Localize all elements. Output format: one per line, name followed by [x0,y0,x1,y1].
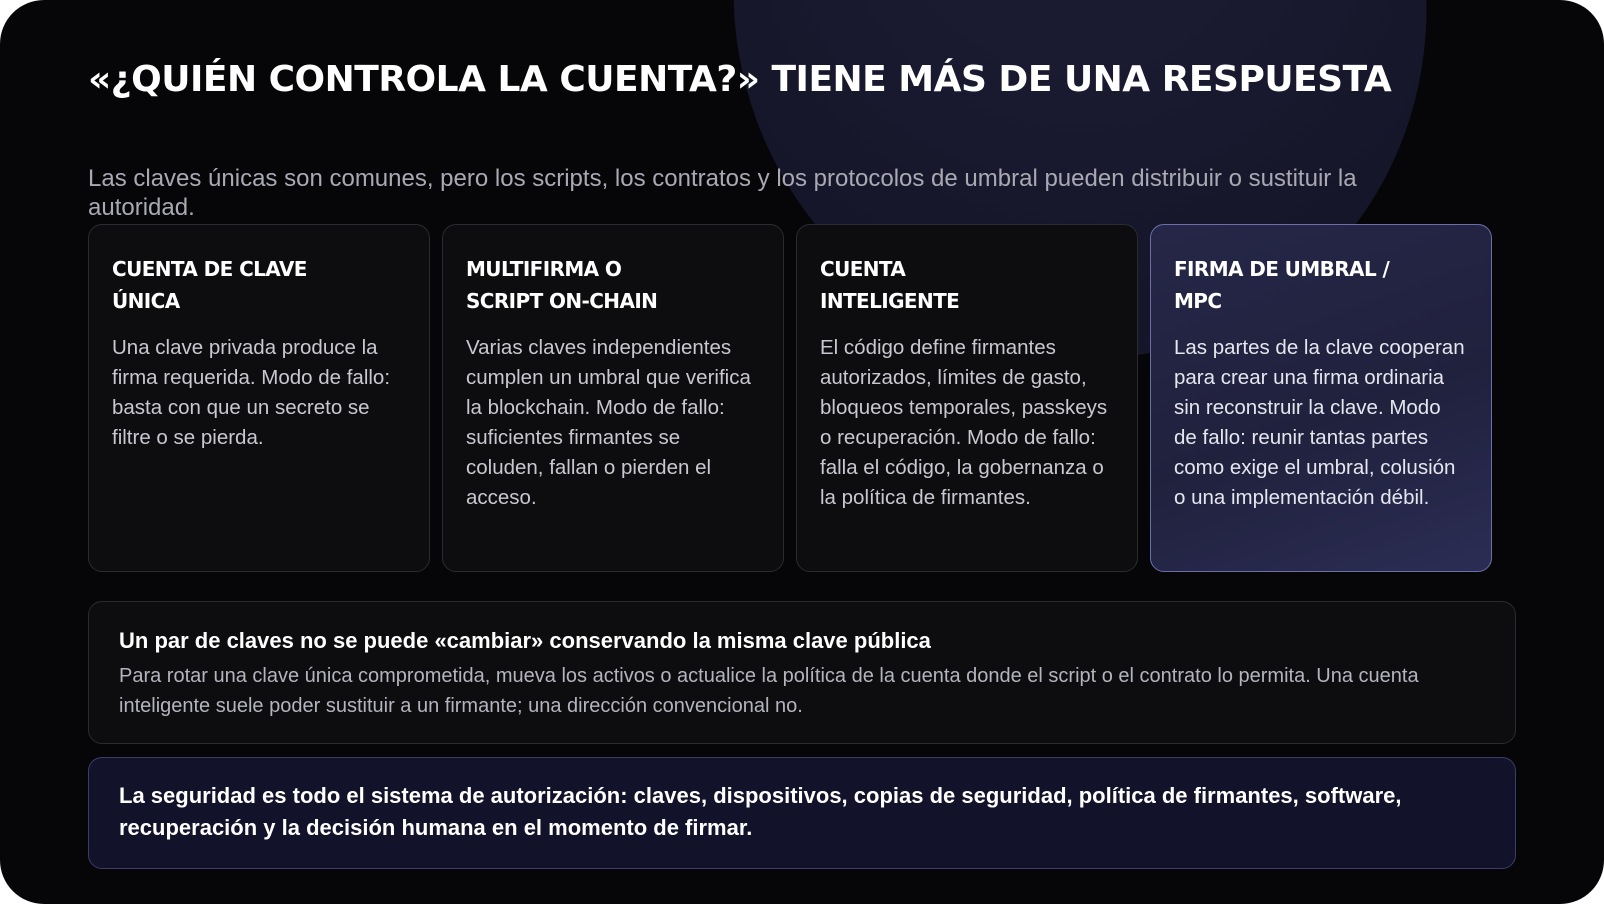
key-rotation-note [88,601,1516,744]
security-callout [88,757,1516,869]
account-types-cards [88,224,1516,572]
note-title: Un par de claves no se puede «cambiar» conservando la misma clave pública [119,628,931,653]
card-multisig [442,224,784,572]
card-title: CUENTA DE CLAVE ÚNICA [112,257,307,313]
slide-subtitle: Las claves únicas son comunes, pero los scripts, los contratos y los protocolos de umbral pueden distribuir o sustituir la autoridad. [88,165,1357,221]
card-body: El código define firmantes autorizados, límites de gasto, bloqueos temporales, passkeys o recuperación. Modo de fallo: falla el código, la gobernanza o la política de firmantes. [820,336,1108,509]
card-title: MULTIFIRMA O SCRIPT ON-CHAIN [466,257,658,313]
card-title: FIRMA DE UMBRAL / MPC [1174,257,1390,313]
card-title: CUENTA INTELIGENTE [820,257,960,313]
card-threshold-mpc [1150,224,1492,572]
card-body: Una clave privada produce la firma requerida. Modo de fallo: basta con que un secreto se filtre o se pierda. [112,336,391,449]
note-body: Para rotar una clave única comprometida, mueva los activos o actualice la política de la cuenta donde el script o el contrato lo permita. Una cuenta inteligente suele poder sustituir a un firmante; una dirección convencional no. [119,665,1419,717]
card-smart-account [796,224,1138,572]
card-body: Las partes de la clave cooperan para crear una firma ordinaria sin reconstruir la clave. Modo de fallo: reunir tantas partes como exige el umbral, colusión o una implementación débil. [1174,336,1465,509]
callout-text: La seguridad es todo el sistema de autorización: claves, dispositivos, copias de seguridad, política de firmantes, software, recuperación y la decisión humana en el momento de firmar. [119,783,1402,840]
card-single-key [88,224,430,572]
slide-title: «¿QUIÉN CONTROLA LA CUENTA?» TIENE MÁS DE UNA RESPUESTA [88,59,1392,100]
card-body: Varias claves independientes cumplen un umbral que verifica la blockchain. Modo de fallo: suficientes firmantes se coluden, fallan o pierden el acceso. [466,336,751,509]
